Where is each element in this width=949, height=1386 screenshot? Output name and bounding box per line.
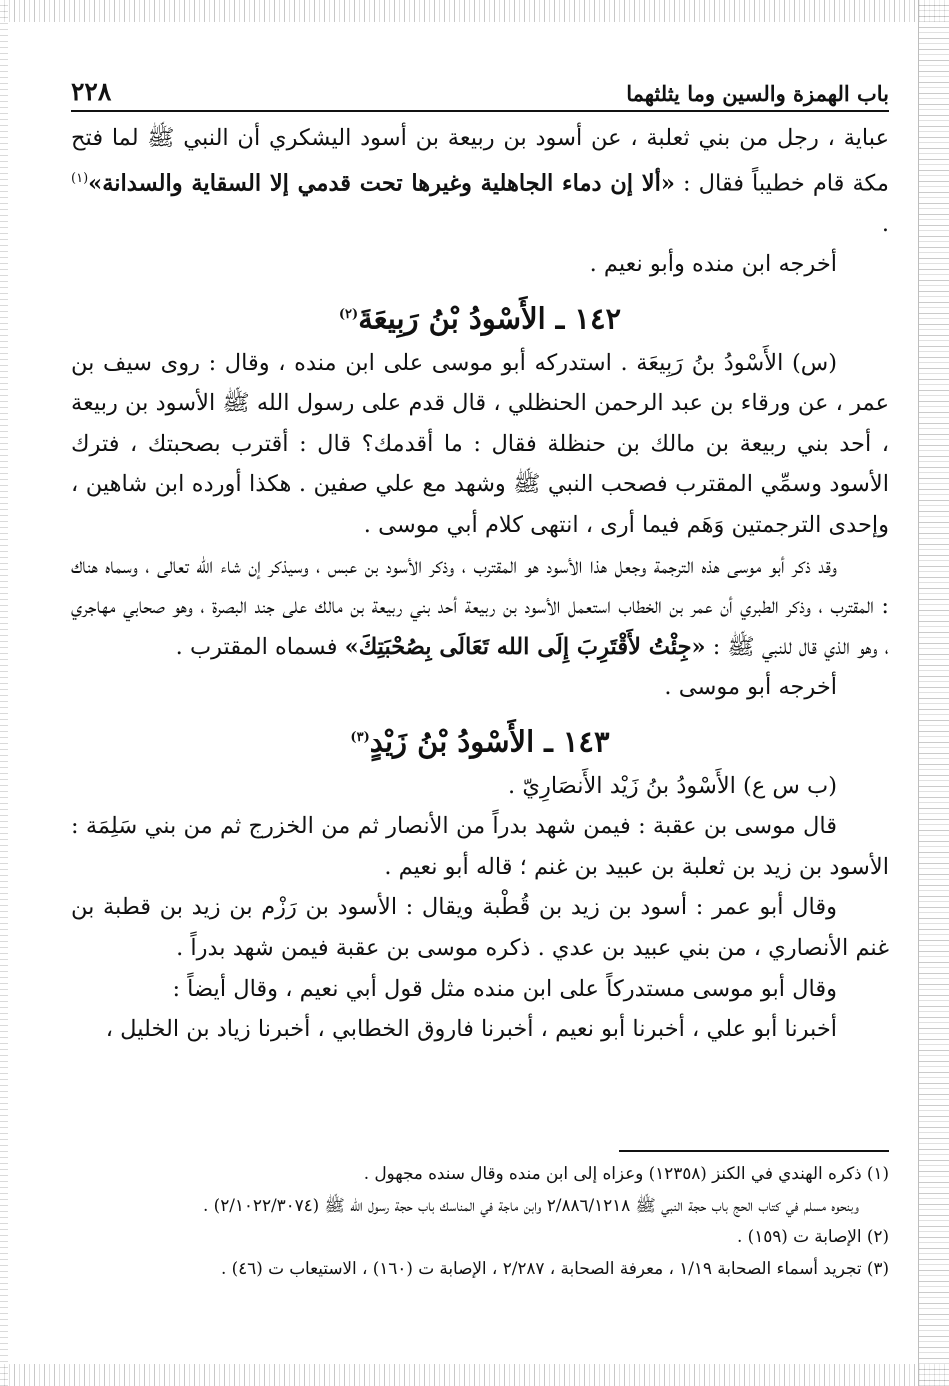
footnotes: [71, 1150, 889, 1284]
entry-heading-142: [71, 295, 889, 339]
footnote-1-continued: وبنحوه مسلم في كتاب الحج باب حجة النبي ﷺ ٢/٨٨٦/١٢١٨ وابن ماجة في المناسك باب حجة رسول الله ﷺ (٢/١٠٢٢/٣٠٧٤) .: [203, 1194, 859, 1215]
hadith-quote: «جِئْتُ لأَقْتَرِبَ إِلَى الله تَعَالَى بِصُحْبَتِكَ»: [344, 633, 706, 660]
entry-143-paragraph: قال موسى بن عقبة : فيمن شهد بدراً من الأنصار ثم من الخزرج ثم من بني سَلِمَة : الأسود بن زيد بن ثعلبة بن عبيد بن غنم ؛ قاله أبو نعيم .: [71, 813, 889, 880]
page-number: ٢٢٨: [71, 77, 112, 106]
hadith-quote: «ألا إن دماء الجاهلية وغيرها تحت قدمي إلا السقاية والسدانة»: [88, 170, 675, 197]
source-note: أخرجه ابن منده وأبو نعيم .: [589, 251, 837, 278]
entry-title: ١٤٣ ـ الأَسْودُ بْنُ زَيْدٍ: [369, 724, 610, 759]
footnote-1: (١) ذكره الهندي في الكنز (١٢٣٥٨) وعزاه إلى ابن منده وقال سنده مجهول .: [363, 1163, 889, 1183]
intro-paragraph: [71, 118, 889, 244]
entry-142-paragraph: [71, 546, 889, 668]
page-border-rule: [918, 0, 919, 1386]
footnote-ref: (٢): [338, 306, 359, 322]
entry-heading-143: [71, 718, 889, 762]
entry-142-paragraph: (س) الأَسْودُ بنُ رَبِيعَة . استدركه أبو موسى على ابن منده ، وقال : روى سيف بن عمر ، عن ورقاء بن عبد الرحمن الحنظلي ، قال قدم على رسول الله ﷺ الأسود بن ربيعة ، أحد بني ربيعة بن مالك بن حنظلة فقال : ما أقدمك؟ قال : أقترب بصحبتك ، فترك الأسود وسمِّي المقترب فصحب النبي ﷺ وشهد مع علي صفين . هكذا أورده ابن شاهين ، وإحدى الترجمتين وَهَم فيما أرى ، انتهى كلام أبي موسى .: [71, 349, 889, 538]
footnote-rule: [619, 1150, 889, 1152]
entry-title: ١٤٢ ـ الأَسْودُ بْنُ رَبِيعَةَ: [358, 301, 622, 336]
running-title: باب الهمزة والسين وما يثلثهما: [626, 81, 889, 106]
page-border-bottom: [0, 1364, 949, 1386]
entry-143-paragraph: وقال أبو موسى مستدركاً على ابن منده مثل قول أبي نعيم ، وقال أيضاً :: [172, 975, 837, 1002]
page-border-top: [0, 0, 949, 22]
footnote-3: (٣) تجريد أسماء الصحابة ١/١٩ ، معرفة الصحابة ، ٢/٢٨٧ ، الإصابة ت (١٦٠) ، الاستيعاب ت (٤٦) .: [220, 1257, 889, 1278]
page-body: [71, 70, 889, 1050]
entry-143-paragraph: وقال أبو عمر : أسود بن زيد بن قُطْبة ويقال : الأسود بن رَزْم بن زيد بن قطبة بن غنم الأنصاري ، من بني عبيد بن عدي . ذكره موسى بن عقبة فيمن شهد بدراً .: [71, 894, 889, 961]
intro-end: .: [881, 210, 889, 237]
footnote-ref: (٣): [350, 729, 370, 745]
intro-text: عباية ، رجل من بني ثعلبة ، عن أسود بن ربيعة بن أسود اليشكري أن النبي ﷺ لما فتح مكة قام خطيباً فقال :: [71, 125, 889, 197]
paragraph-text: فسماه المقترب .: [175, 633, 338, 660]
entry-143-paragraph: أخبرنا أبو علي ، أخبرنا أبو نعيم ، أخبرنا فاروق الخطابي ، أخبرنا زياد بن الخليل ،: [105, 1016, 837, 1043]
paragraph-text: وقد ذكر أبو موسى هذه الترجمة وجعل هذا الأسود هو المقترب ، وذكر الأسود بن عبس ، وسيذكر إن شاء الله تعالى ، وسماه هناك : المقترب ، وذكر الطبري أن عمر بن الخطاب استعمل الأسود بن ربيعة أحد بني ربيعة بن مالك على جند البصرة ، وهو صحابي مهاجري ، وهو الذي قال للنبي ﷺ :: [71, 552, 889, 660]
running-header: [71, 70, 889, 112]
entry-143-paragraph: (ب س ع) الأَسْودُ بنُ زَيْد الأَنصَارِيّ .: [508, 772, 837, 799]
page-border-left: [0, 0, 8, 1386]
page-border-right: [919, 0, 949, 1386]
footnote-2: (٢) الإصابة ت (١٥٩) .: [736, 1226, 889, 1246]
source-note: أخرجه أبو موسى .: [664, 674, 837, 701]
footnote-ref: (١): [71, 170, 89, 186]
